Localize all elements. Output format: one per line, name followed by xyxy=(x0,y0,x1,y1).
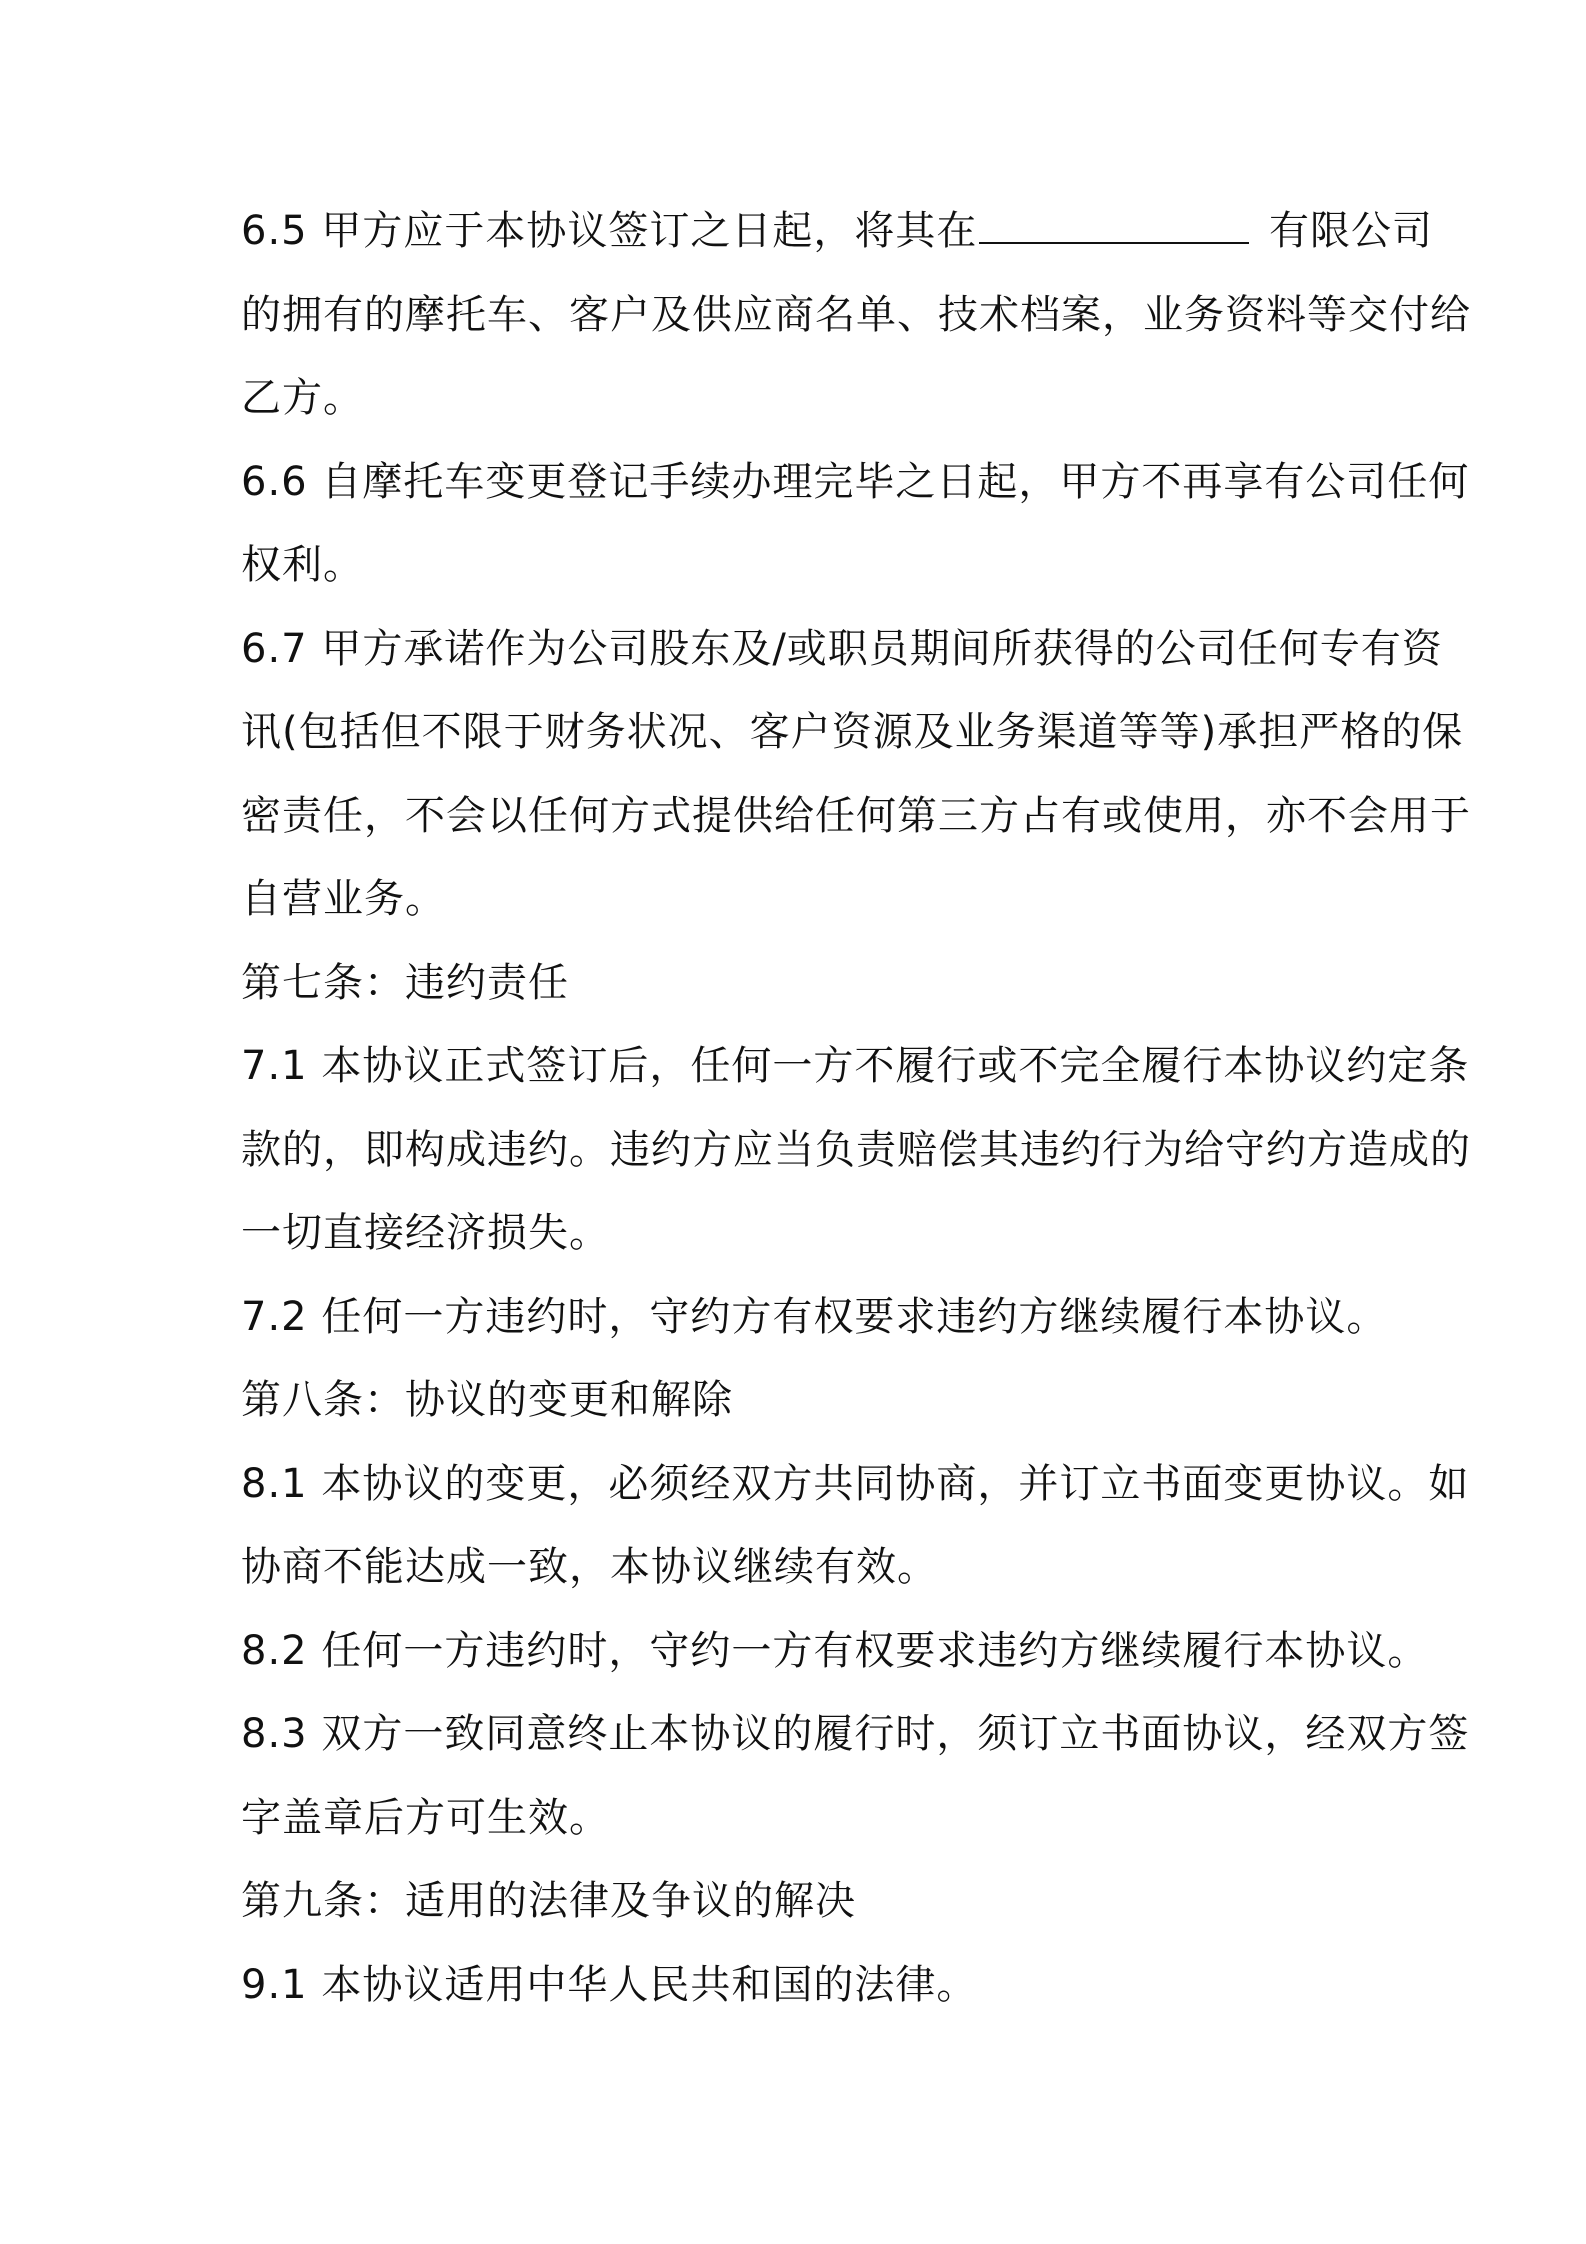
clause-6-5-text: 6.5 甲方应于本协议签订之日起，将其在 xyxy=(241,208,978,254)
clause-8-3-line-2: 字盖章后方可生效。 xyxy=(241,1794,610,1841)
clause-8-2-line-1: 8.2 任何一方违约时，守约一方有权要求违约方继续履行本协议。 xyxy=(241,1627,1429,1674)
article-8-heading: 第八条：协议的变更和解除 xyxy=(241,1377,733,1423)
clause-6-5-line-1 xyxy=(241,190,1434,274)
clause-8-1-line-2: 协商不能达成一致，本协议继续有效。 xyxy=(241,1544,938,1590)
clause-6-5-suffix: 有限公司 xyxy=(1255,208,1434,254)
clause-7-1-line-1: 7.1 本协议正式签订后，任何一方不履行或不完全履行本协议约定条 xyxy=(241,1043,1470,1089)
article-9-heading: 第九条：适用的法律及争议的解决 xyxy=(241,1878,856,1924)
article-7-heading: 第七条：违约责任 xyxy=(241,959,569,1006)
clause-7-1-line-3: 一切直接经济损失。 xyxy=(241,1210,610,1256)
clause-6-7-line-4: 自营业务。 xyxy=(241,876,446,922)
clause-8-1-line-1: 8.1 本协议的变更，必须经双方共同协商，并订立书面变更协议。如 xyxy=(241,1460,1470,1507)
clause-6-5-line-3: 乙方。 xyxy=(241,375,364,421)
clause-6-7-line-2: 讯(包括但不限于财务状况、客户资源及业务渠道等等)承担严格的保 xyxy=(241,709,1464,755)
clause-9-1-line-1: 9.1 本协议适用中华人民共和国的法律。 xyxy=(241,1961,978,2008)
fill-in-blank[interactable] xyxy=(979,208,1249,244)
clause-6-7-line-3: 密责任，不会以任何方式提供给任何第三方占有或使用，亦不会用于 xyxy=(241,792,1471,839)
clause-7-1-line-2: 款的，即构成违约。违约方应当负责赔偿其违约行为给守约方造成的 xyxy=(241,1126,1471,1173)
clause-6-5-line-2: 的拥有的摩托车、客户及供应商名单、技术档案，业务资料等交付给 xyxy=(241,291,1471,338)
document-body xyxy=(241,190,1471,2027)
clause-7-2-line-1: 7.2 任何一方违约时，守约方有权要求违约方继续履行本协议。 xyxy=(241,1293,1388,1340)
clause-6-6-line-1: 6.6 自摩托车变更登记手续办理完毕之日起，甲方不再享有公司任何 xyxy=(241,458,1470,505)
clause-6-7-line-1: 6.7 甲方承诺作为公司股东及/或职员期间所获得的公司任何专有资 xyxy=(241,625,1443,672)
clause-6-6-line-2: 权利。 xyxy=(241,542,364,588)
clause-8-3-line-1: 8.3 双方一致同意终止本协议的履行时，须订立书面协议，经双方签 xyxy=(241,1711,1470,1757)
